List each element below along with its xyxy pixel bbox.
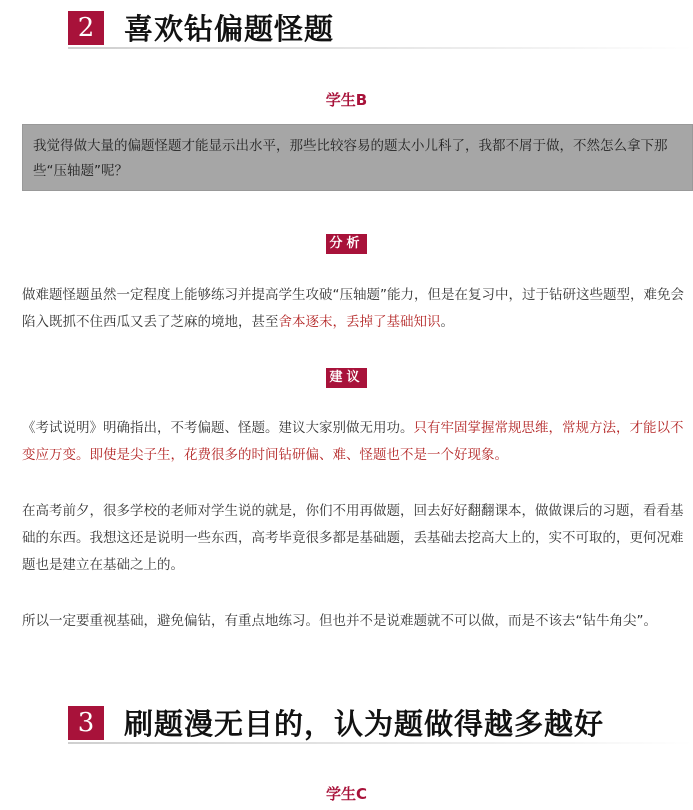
analysis-highlight: 舍本逐末，丢掉了基础知识	[278, 314, 441, 330]
analysis-tag	[0, 232, 693, 254]
advice-paragraph-2: 在高考前夕，很多学校的老师对学生说的就是，你们不用再做题，回去好好翻翻课本，做做课后的习题，看看基础的东西。我想这还是说明一些东西，高考毕竟很多都是基础题，丢基础去挖高大上的，实不可取的，更何况难题也是建立在基础之上的。	[22, 503, 684, 573]
analysis-end: 。	[440, 314, 454, 330]
section-heading-3	[68, 706, 693, 746]
advice-tag	[0, 366, 693, 388]
section-title: 喜欢钻偏题怪题	[124, 12, 335, 46]
section-heading-2	[68, 11, 693, 51]
advice-paragraph-3: 所以一定要重视基础，避免偏钻，有重点地练习。但也并不是说难题就不可以做，而是不该去“钻牛角尖”。	[22, 613, 657, 629]
analysis-text: 做难题怪题虽然一定程度上能够练习并提高学生攻破“压轴题”能力，但是在复习中，过于钻研这些题型，难免会陷入既抓不住西瓜又丢了芝麻的境地，甚至	[22, 287, 684, 330]
advice-text: 《考试说明》明确指出，不考偏题、怪题。建议大家别做无用功。	[22, 420, 414, 436]
advice-highlight: 只有牢固掌握常规思维，常规方法，才能以不变应万变。即使是尖子生，花费很多的时间钻研偏、难、怪题也不是一个好现象。	[22, 420, 684, 463]
advice-label: 建议	[326, 368, 366, 388]
section-title: 刷题漫无目的，认为题做得越多越好	[124, 707, 605, 741]
analysis-label: 分析	[326, 234, 366, 254]
section-number: 3	[68, 706, 104, 740]
student-quote: 我觉得做大量的偏题怪题才能显示出水平，那些比较容易的题太小儿科了，我都不屑于做，不然怎么拿下那些“压轴题”呢？	[22, 124, 693, 191]
section-number: 2	[68, 11, 104, 45]
divider	[68, 47, 693, 49]
student-label: 学生B	[325, 91, 368, 109]
student-label: 学生C	[325, 785, 367, 803]
divider	[68, 742, 693, 744]
analysis-paragraph	[22, 282, 693, 336]
advice-paragraph-1	[22, 415, 693, 469]
